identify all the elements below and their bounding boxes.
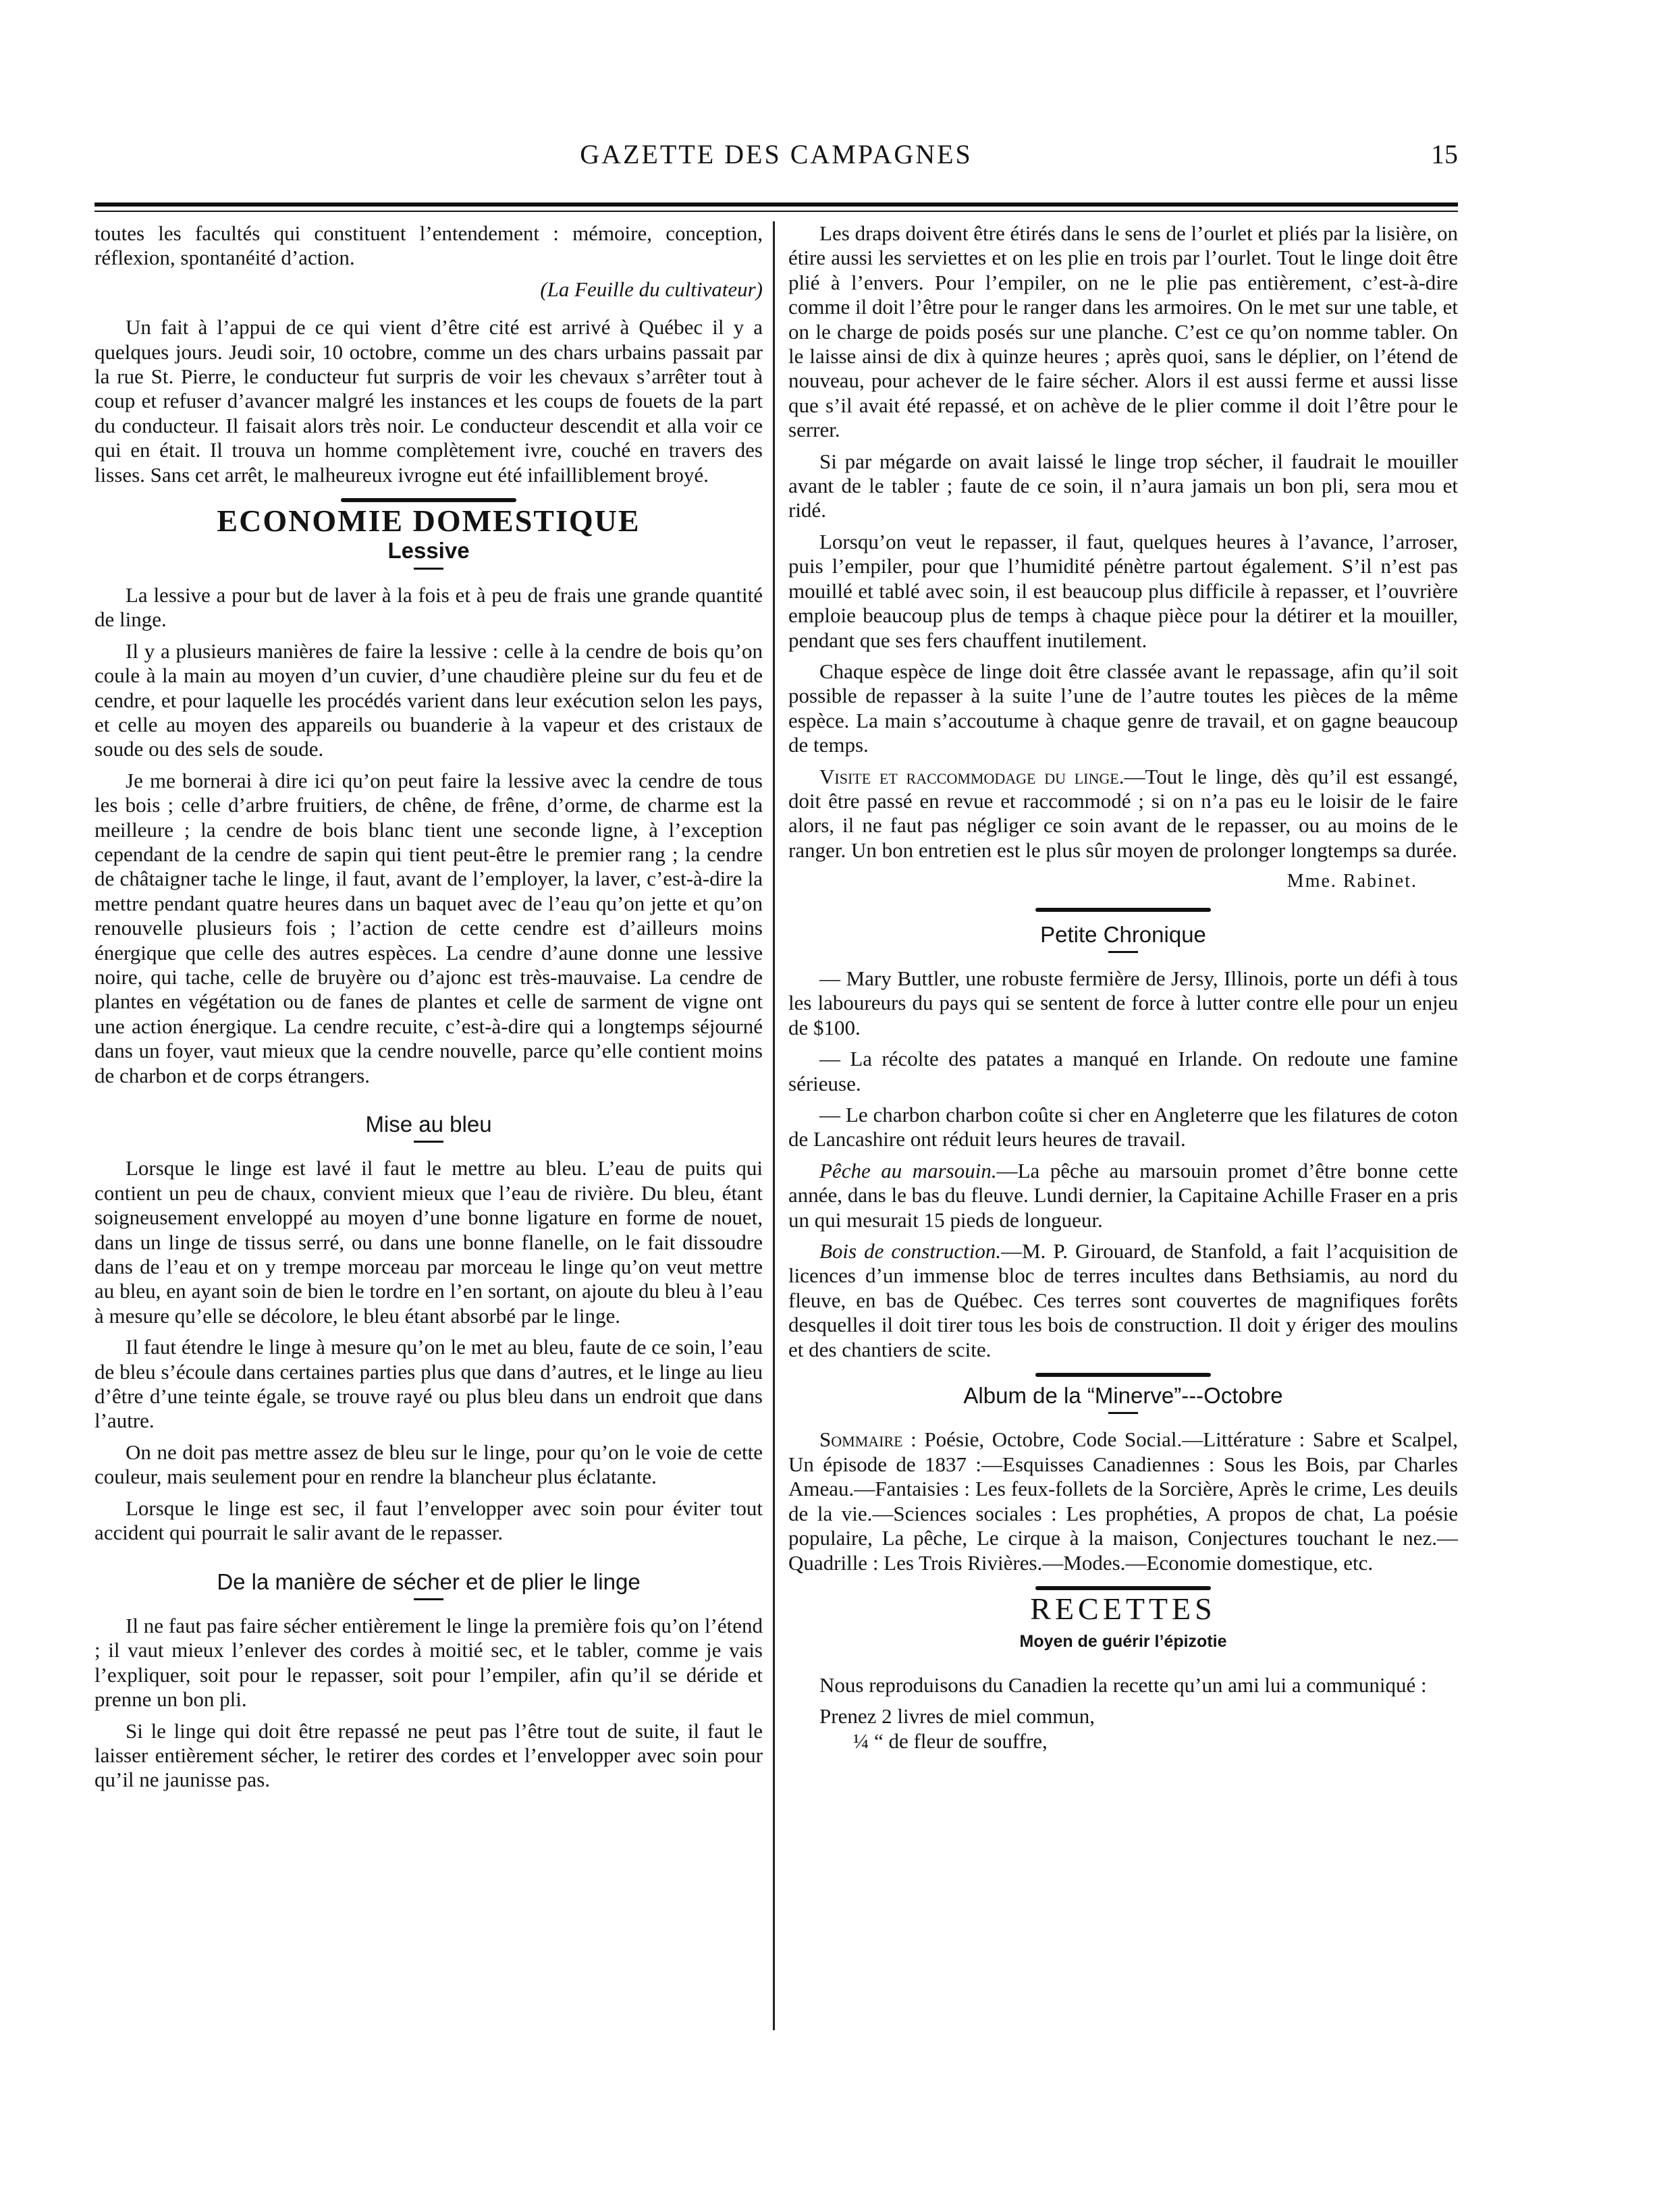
visite-paragraph — [788, 765, 1458, 863]
header-rule-thin — [94, 211, 1458, 212]
album-paragraph — [788, 1427, 1458, 1575]
secher-title: De la manière de sécher et de plier le linge — [217, 1569, 641, 1594]
signature: Mme. Rabinet. — [1286, 871, 1417, 892]
recipe-line: ¼ “ de fleur de souffre, — [853, 1729, 1048, 1753]
ornament-divider — [1035, 1373, 1211, 1377]
bleu-paragraph: On ne doit pas mettre assez de bleu sur le linge, pour qu’on le voie de cette couleur, mais seulement pour en rendre la blancheur plus éclatante. — [94, 1440, 763, 1489]
intro-paragraph: toutes les facultés qui constituent l’entendement : mémoire, conception, réflexion, spontanéité d’action. — [94, 221, 763, 270]
peche-text: —La pêche au marsouin promet d’être bonne cette année, dans le bas du fleuve. Lundi dernier, la Capitaine Achille Fraser en a pris un qui mesurait 15 pieds de longueur. — [788, 1158, 1459, 1232]
bleu-paragraph: Lorsque le linge est lavé il faut le mettre au bleu. L’eau de puits qui contient un peu de chaux, convient mieux que l’eau de rivière. Du bleu, étant soigneusement enveloppé au moyen d’une bonne ligature en forme de nouet, dans un linge de tissus serré, ou dans une bonne flanelle, on le fait dissoudre dans de l’eau et on y trempe morceau par morceau le linge qu’on veut mettre au bleu, en ayant soin de bien le tordre en l’en sortant, on ajoute du bleu à l’eau à mesure qu’elle se décolore, le bleu étant absorbé par le linge. — [94, 1156, 763, 1328]
bleu-paragraph: Lorsque le linge est sec, il faut l’envelopper avec soin pour éviter tout accident qui pourrait le salir avant de le repasser. — [94, 1496, 763, 1545]
album-text: Poésie, Octobre, Code Social.—Littérature : Sabre et Scalpel, Un épisode de 1837 :—Esquisses Canadiennes : Sous les Bois, par Charles Ameau.—Fantaisies : Les feux-follets de la Sorcière, Après le crime, Les deuils de la vie.—Sciences sociales : Les prophéties, A propos de chat, La poésie populaire, La pêche, Le cirque à la maison, Conjectures touchant le nez.—Quadrille : Les Trois Rivières.—Modes.—Economie domestique, etc. — [788, 1427, 1458, 1575]
dash-divider — [1108, 1412, 1138, 1414]
visite-label: Visite et raccommodage du linge. — [819, 764, 1124, 788]
album-title: Album de la “Minerve”---Octobre — [963, 1383, 1283, 1409]
ornament-divider — [1035, 1586, 1211, 1590]
header-rule-thick — [94, 202, 1458, 207]
bleu-paragraph: Il faut étendre le linge à mesure qu’on le met au bleu, faute de ce soin, l’eau de bleu s’écoule dans certaines parties plus que dans d’autres, et le linge au lieu d’être d’une teinte égale, se trouve rayé ou plus bleu dans un endroit que dans l’autre. — [94, 1335, 763, 1433]
sommaire-label: Sommaire : — [819, 1427, 917, 1452]
recettes-subtitle: Moyen de guérir l’épizotie — [1019, 1632, 1227, 1652]
dash-divider — [414, 1598, 443, 1600]
bleu-title: Mise au bleu — [365, 1112, 492, 1137]
recipe-line: Prenez 2 livres de miel commun, — [819, 1704, 1095, 1729]
right-paragraph: Chaque espèce de linge doit être classée avant le repassage, afin qu’il soit possible de repasser à la suite l’une de l’autre toutes les pièces de la même espèce. La main s’accoutume à chaque genre de travail, et on gagne beaucoup de temps. — [788, 659, 1458, 757]
masthead: GAZETTE DES CAMPAGNES — [580, 139, 973, 169]
intro-source: (La Feuille du cultivateur) — [540, 277, 763, 301]
visite-text: —Tout le linge, dès qu’il est essangé, doit être passé en revue et raccommodé ; si on n’a pas eu le loisir de le faire alors, il ne faut pas négliger ce soin avant de le repasser, ou au moins de le ranger. Un bon entretien est le plus sûr moyen de prolonger longtemps sa durée. — [788, 764, 1458, 862]
chronique-item: — Le charbon charbon coûte si cher en Angleterre que les filatures de coton de Lancashire ont réduit leurs heures de travail. — [788, 1103, 1458, 1151]
chronique-item: — Mary Buttler, une robuste fermière de Jersy, Illinois, porte un défi à tous les laboureurs du pays qui se sentent de force à lutter contre elle pour un enjeu de $100. — [788, 966, 1458, 1039]
right-paragraph: Lorsqu’on veut le repasser, il faut, quelques heures à l’avance, l’arroser, puis l’empiler, pour que l’humidité pénètre partout également. S’il n’est pas mouillé et tablé avec soin, il est beaucoup plus difficile à repasser, et l’ouvrière emploie beaucoup plus de temps à chaque pièce pour la détirer et la mouiller, pendant que ses fers chauffent inutilement. — [788, 529, 1458, 652]
lessive-title: Lessive — [387, 538, 470, 564]
bois-label: Bois de construction. — [819, 1239, 1002, 1263]
dash-divider — [414, 1141, 443, 1143]
recettes-intro: Nous reproduisons du Canadien la recette qu’un ami lui a communiqué : — [819, 1672, 1427, 1697]
ornament-divider — [341, 498, 516, 502]
dash-divider — [414, 568, 443, 570]
lessive-paragraph: La lessive a pour but de laver à la fois et à peu de frais une grande quantité de linge. — [94, 582, 763, 632]
right-paragraph: Les draps doivent être étirés dans le sens de l’ourlet et pliés par la lisière, on étire aussi les serviettes et on les plie en trois par l’ourlet. Tout le linge doit être plié à l’envers. Pour l’empiler, on ne le plie pas entièrement, c’est-à-dire comme il doit l’être pour le ranger dans les armoires. On le met sur une table, et on le charge de poids posés sur une planche. C’est ce qu’on nomme tabler. On le laisse ainsi de dix à quinze heures ; après quoi, sans le déplier, on l’étend de nouveau, pour achever de le faire sécher. Alors il est aussi ferme et aussi lisse que s’il avait été repassé, et on achève de le plier comme il doit l’être pour le serrer. — [788, 221, 1458, 442]
right-paragraph: Si par mégarde on avait laissé le linge trop sécher, il faudrait le mouiller avant de le tabler ; faute de ce soin, il n’aura jamais un bon pli, sera mou et ridé. — [788, 449, 1458, 522]
lessive-paragraph: Je me bornerai à dire ici qu’on peut faire la lessive avec la cendre de tous les bois ; celle d’arbre fruitiers, de chêne, de frêne, d’orme, de charme est la meilleure ; la cendre de bois blanc tient une seconde ligne, à l’exception cependant de la cendre de sapin qui tient peut-être le premier rang ; la cendre de châtaigner tache le linge, il faut, avant de l’employer, la laver, c’est-à-dire la mettre pendant quatre heures dans un baquet avec de l’eau qu’on jette et qu’on renouvelle plusieurs fois ; l’action de cette cendre est d’ailleurs moins énergique que celle des autres espèces. La cendre d’aune donne une lessive noire, qui tache, celle de bruyère ou d’ajonc est très-mauvaise. La cendre de plantes en végétation ou de fanes de plantes et celle de sarment de vigne ont une action énergique. La cendre recuite, c’est-à-dire qui a longtemps séjourné dans un foyer, vaut mieux que la cendre nouvelle, parce qu’elle contient moins de charbon et de corps étrangers. — [94, 768, 763, 1087]
ornament-divider — [1035, 908, 1211, 912]
section-title: ECONOMIE DOMESTIQUE — [217, 504, 641, 539]
recettes-title: RECETTES — [1030, 1591, 1216, 1626]
bois-paragraph — [788, 1239, 1458, 1362]
right-column — [788, 221, 1458, 1753]
peche-label: Pêche au marsouin. — [819, 1158, 997, 1182]
secher-paragraph: Si le linge qui doit être repassé ne peut pas l’être tout de suite, il faut le laisser entièrement sécher, le retirer des cordes et l’envelopper avec soin pour qu’il ne jaunisse pas. — [94, 1718, 763, 1792]
left-column — [94, 221, 763, 1799]
lessive-paragraph: Il y a plusieurs manières de faire la lessive : celle à la cendre de bois qu’on coule à la main au moyen d’un cuvier, d’une chaudière pleine sur du feu et de cendre, et pour laquelle les procédés varient dans leur exécution selon les pays, et celle au moyen des appareils ou buanderie à la vapeur et des cristaux de soude ou des sels de soude. — [94, 638, 763, 761]
peche-paragraph — [788, 1159, 1458, 1232]
chronique-title: Petite Chronique — [1040, 921, 1206, 947]
dash-divider — [1108, 951, 1138, 953]
page-header — [94, 138, 1458, 179]
column-divider — [773, 221, 775, 2030]
chronique-item: — La récolte des patates a manqué en Irlande. On redoute une famine sérieuse. — [788, 1047, 1458, 1095]
secher-paragraph: Il ne faut pas faire sécher entièrement le linge la première fois qu’on l’étend ; il vaut mieux l’enlever des cordes à moitié sec, et le tabler, comme je vais l’expliquer, soit pour le repasser, soit pour l’empiler, afin qu’il se déride et prenne un bon pli. — [94, 1613, 763, 1712]
fait-paragraph: Un fait à l’appui de ce qui vient d’être cité est arrivé à Québec il y a quelques jours. Jeudi soir, 10 octobre, comme un des chars urbains passait par la rue St. Pierre, le conducteur fut surpris de voir les chevaux s’arrêter tout à coup et refuser d’avancer malgré les instances et les coups de fouets de la part du conducteur. Il faisait alors très noir. Le conducteur descendit et alla voir ce qui en était. Il trouva un homme complètement ivre, couché en travers des lisses. Sans cet arrêt, le malheureux ivrogne eut été infailliblement broyé. — [94, 315, 763, 487]
bois-text: —M. P. Girouard, de Stanfold, a fait l’acquisition de licences d’un immense bloc de terres incultes dans Bethsiamis, au nord du fleuve, en bas de Québec. Ces terres sont couvertes de magnifiques forêts desquelles il doit tirer tous les bois de construction. Il doit y ériger des moulins et des chantiers de scite. — [788, 1239, 1458, 1361]
page-number: 15 — [1431, 139, 1458, 169]
